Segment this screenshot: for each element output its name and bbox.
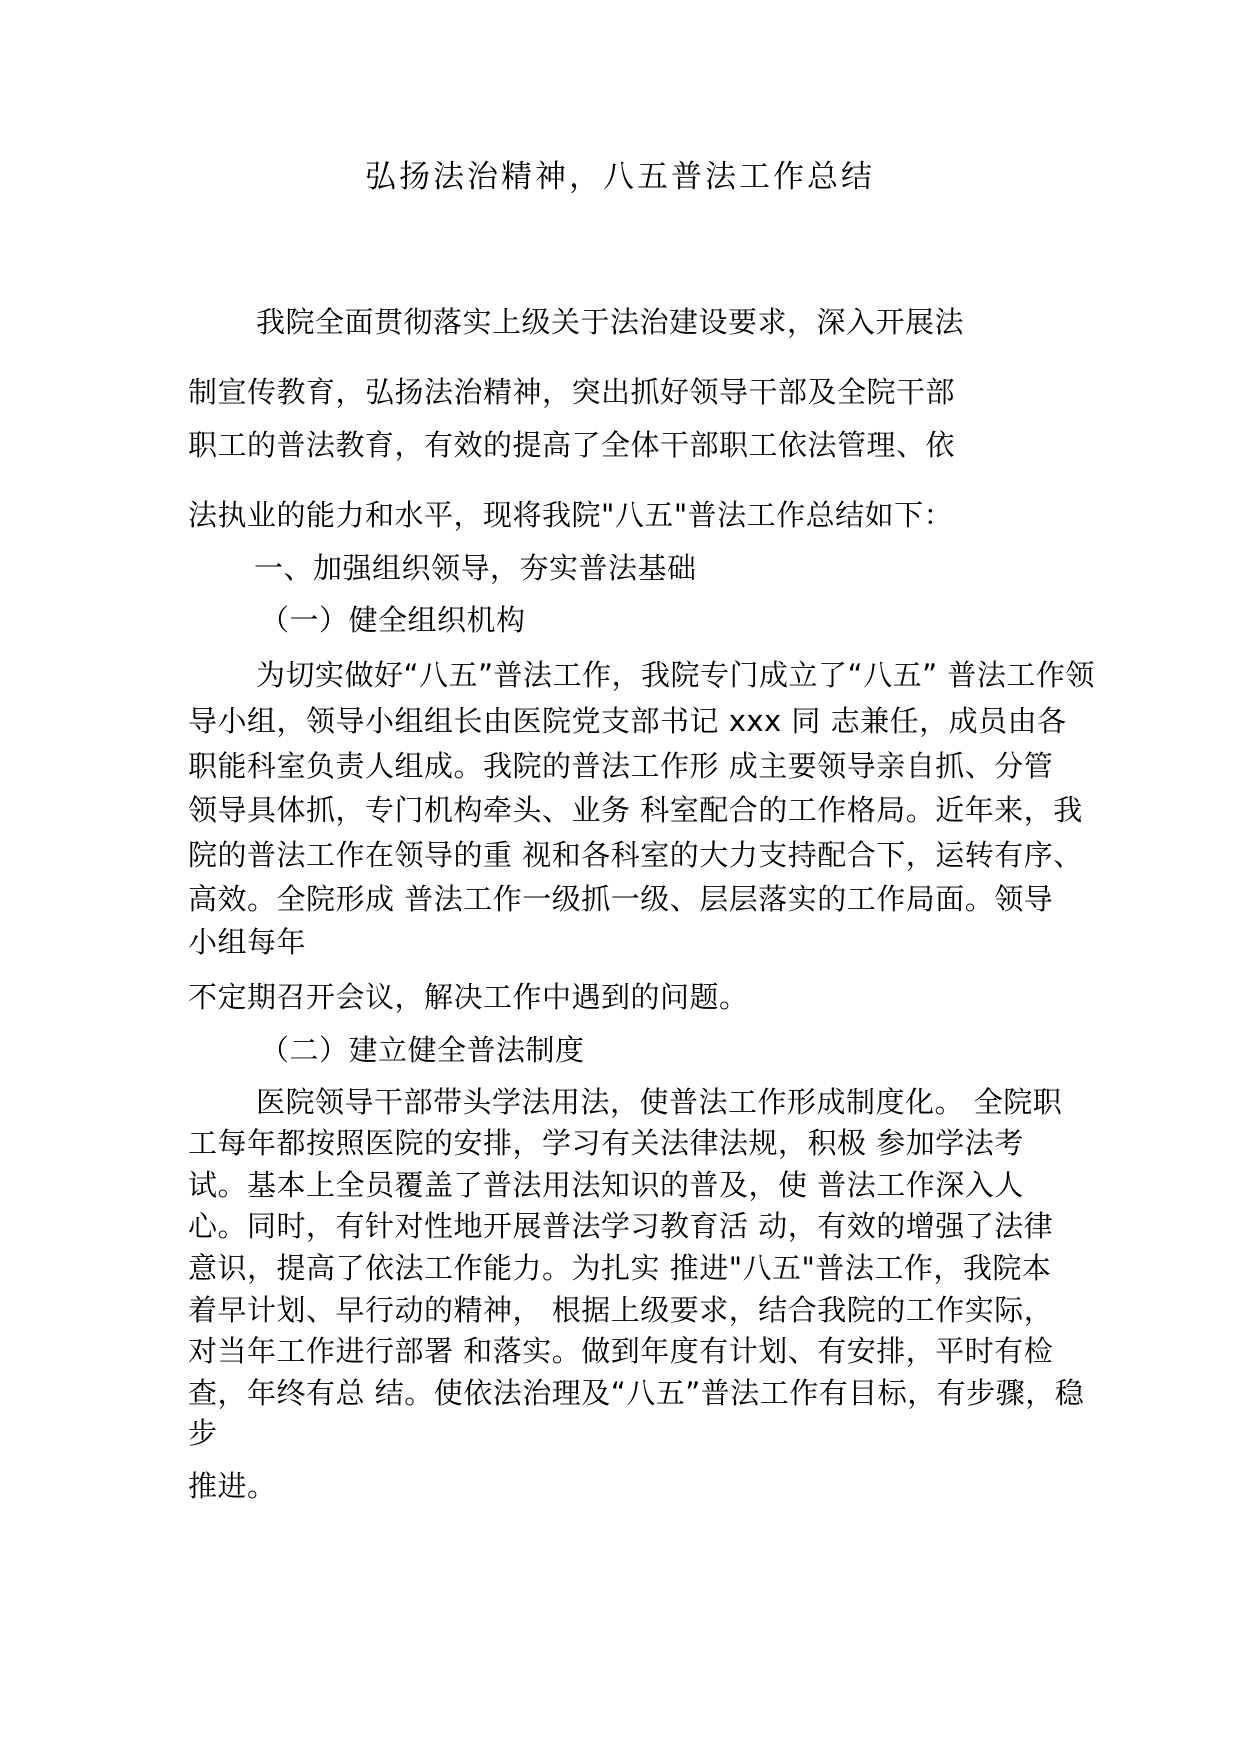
sub1-line-7: 小组每年	[188, 925, 307, 959]
sub1-line-3: 职能科室负责人组成。我院的普法工作形 成主要领导亲自抓、分管	[188, 749, 1054, 783]
sub2-line-7: 对当年工作进行部署 和落实。做到年度有计划、有安排，平时有检	[188, 1334, 1054, 1368]
sub2-line-4: 心。同时，有针对性地开展普法学习教育活 动，有效的增强了法律	[188, 1209, 1054, 1243]
section-1-heading: 一、加强组织领导，夯实普法基础	[254, 551, 697, 585]
document-title: 弘扬法治精神，八五普法工作总结	[365, 159, 875, 195]
sub1-line-2: 导小组，领导小组组长由医院党支部书记 xxx 同 志兼任，成员由各	[188, 704, 1067, 738]
intro-line-1: 我院全面贯彻落实上级关于法治建设要求，深入开展法	[256, 305, 965, 339]
sub1-line-1: 为切实做好“八五”普法工作，我院专门成立了“八五” 普法工作领	[256, 658, 1095, 692]
intro-line-3: 职工的普法教育，有效的提高了全体干部职工依法管理、依	[188, 428, 956, 462]
subsection-1-heading: （一）健全组织机构	[260, 603, 526, 637]
sub2-line-8: 查，年终有总 结。使依法治理及“八五”普法工作有目标，有步骤，稳	[188, 1376, 1085, 1410]
intro-line-2: 制宣传教育，弘扬法治精神，突出抓好领导干部及全院干部	[188, 375, 956, 409]
sub2-line-6: 着早计划、早行动的精神， 根据上级要求，结合我院的工作实际，	[188, 1293, 1054, 1327]
sub2-line-2: 工每年都按照医院的安排，学习有关法律法规，积极 参加学法考	[188, 1126, 1024, 1160]
subsection-2-heading: （二）建立健全普法制度	[260, 1033, 585, 1067]
sub2-line-1: 医院领导干部带头学法用法，使普法工作形成制度化。 全院职	[256, 1085, 1063, 1119]
intro-line-4: 法执业的能力和水平，现将我院"八五"普法工作总结如下：	[188, 498, 954, 532]
sub1-line-4: 领导具体抓，专门机构牵头、业务 科室配合的工作格局。近年来，我	[188, 793, 1083, 827]
sub2-line-10: 推进。	[188, 1469, 277, 1503]
sub2-line-9: 步	[188, 1416, 218, 1450]
sub1-line-5: 院的普法工作在领导的重 视和各科室的大力支持配合下，运转有序、	[188, 838, 1083, 872]
sub2-line-3: 试。基本上全员覆盖了普法用法知识的普及，使 普法工作深入人	[188, 1168, 1024, 1202]
sub1-line-6: 高效。全院形成 普法工作一级抓一级、层层落实的工作局面。领导	[188, 882, 1054, 916]
sub2-line-5: 意识，提高了依法工作能力。为扎实 推进"八五"普法工作，我院本	[188, 1251, 1052, 1285]
sub1-line-8: 不定期召开会议，解决工作中遇到的问题。	[188, 980, 749, 1014]
